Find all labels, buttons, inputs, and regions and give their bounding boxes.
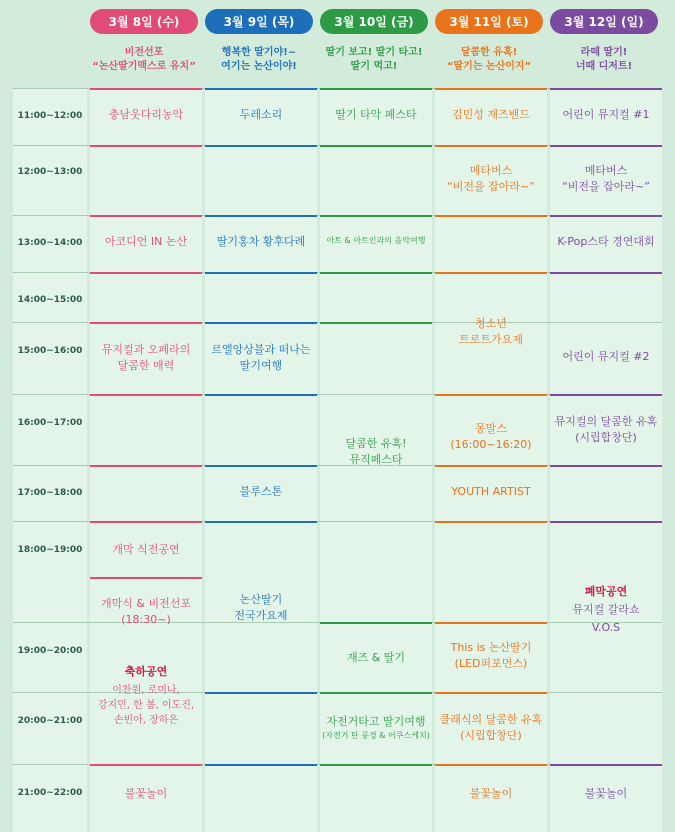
event-title: 딸기여행 — [239, 359, 283, 372]
divider — [435, 521, 547, 523]
event-cell — [435, 484, 547, 500]
event-title: 메타버스 — [584, 164, 628, 177]
event-cell — [205, 234, 317, 250]
divider — [435, 145, 547, 147]
day-theme-sun — [548, 40, 660, 80]
divider — [435, 88, 547, 90]
divider — [435, 692, 547, 694]
divider — [205, 692, 317, 694]
event-subtitle: (18:30~) — [121, 613, 171, 626]
event-subtitle: (LED퍼포먼스) — [454, 657, 528, 670]
theme-line: 달콤한 유혹! — [460, 47, 518, 58]
event-cell — [435, 316, 547, 348]
event-cell — [550, 163, 662, 195]
day-theme-fri — [203, 40, 315, 80]
event-cell — [90, 596, 202, 628]
divider — [550, 272, 662, 274]
time-slot-label: 11:00~12:00 — [17, 111, 83, 121]
day-label: 3월 12일 (일) — [564, 15, 644, 29]
theme-line: 딸기 먹고! — [350, 61, 398, 72]
event-subtitle: (시립합창단) — [460, 729, 522, 742]
event-title: 충남웃다리농악 — [108, 108, 184, 121]
event-cell — [90, 342, 202, 374]
divider — [550, 521, 662, 523]
divider — [435, 622, 547, 624]
divider — [90, 764, 202, 766]
divider — [550, 465, 662, 467]
day-theme-sun-day — [433, 40, 545, 80]
event-cell — [550, 786, 662, 802]
performer-list: 이찬원, 로미나, — [112, 685, 180, 696]
divider — [90, 465, 202, 467]
event-title: YOUTH ARTIST — [451, 485, 531, 498]
divider — [550, 394, 662, 396]
time-slot-label: 12:00~13:00 — [17, 167, 83, 177]
day-theme-sat — [318, 40, 430, 80]
day-column-fri — [205, 88, 317, 832]
time-slot-label: 19:00~20:00 — [17, 646, 83, 656]
performer-list: 손빈아, 장하은 — [113, 715, 179, 726]
divider — [205, 465, 317, 467]
event-cell — [90, 234, 202, 250]
event-title: 트로트가요제 — [459, 333, 523, 346]
theme-line: “논산딸기맥스로 유치” — [92, 61, 196, 72]
event-title: 재즈 & 딸기 — [346, 651, 406, 664]
event-cell — [435, 786, 547, 802]
divider — [90, 88, 202, 90]
divider — [90, 521, 202, 523]
divider — [90, 577, 202, 579]
day-label: 3월 8일 (수) — [108, 15, 180, 29]
divider — [205, 521, 317, 523]
event-cell — [320, 650, 432, 666]
event-title: 아코디언 IN 논산 — [104, 235, 188, 248]
time-slot-label: 21:00~22:00 — [17, 788, 83, 798]
theme-line: 행복한 딸기야!~ — [221, 47, 297, 58]
event-title: 뮤지컬 갈라쇼 — [572, 603, 640, 616]
event-title: V.O.S — [591, 621, 621, 634]
event-title: 몽말스(16:00~16:20) — [450, 422, 532, 451]
event-cell — [550, 349, 662, 365]
event-title: 개막식 & 비전선포 — [101, 597, 191, 610]
event-cell — [320, 436, 432, 468]
day-label: 3월 10일 (금) — [334, 15, 414, 29]
divider — [320, 622, 432, 624]
day-column-sun — [550, 88, 662, 832]
divider — [435, 465, 547, 467]
event-cell — [550, 584, 662, 636]
event-cell — [90, 786, 202, 802]
event-cell — [90, 107, 202, 123]
divider — [90, 145, 202, 147]
event-subtitle: “비전을 잡아라~” — [447, 180, 535, 193]
divider — [435, 764, 547, 766]
day-label: 3월 9일 (목) — [223, 15, 295, 29]
day-header-sun — [550, 9, 658, 34]
event-title: 뮤지컬의 달콤한 유혹 — [554, 415, 658, 428]
event-cell — [435, 163, 547, 195]
divider — [205, 215, 317, 217]
divider — [320, 88, 432, 90]
event-heading: 축하공연 — [124, 665, 168, 678]
divider — [90, 215, 202, 217]
event-title: 블루스톤 — [239, 485, 283, 498]
event-heading: 폐막공연 — [584, 585, 628, 598]
theme-line: “딸기는 논산이지” — [446, 61, 532, 72]
event-cell — [435, 640, 547, 672]
event-cell — [435, 421, 547, 453]
time-slot-label: 20:00~21:00 — [17, 716, 83, 726]
day-header-sat — [320, 9, 428, 34]
divider — [320, 215, 432, 217]
divider — [550, 764, 662, 766]
event-title: 아트 & 아트인과의 음악여행 — [326, 236, 426, 245]
event-title: 자전거타고 딸기여행 — [326, 715, 426, 728]
event-title: 뮤직페스타 — [349, 453, 403, 466]
time-slot-label: 15:00~16:00 — [17, 346, 83, 356]
day-theme-thu — [88, 40, 200, 80]
divider — [320, 322, 432, 324]
time-slot-label: 13:00~14:00 — [17, 238, 83, 248]
divider — [205, 764, 317, 766]
time-slot-label: 17:00~18:00 — [17, 488, 83, 498]
theme-line: 너때 디저트! — [575, 61, 633, 72]
event-cell — [205, 484, 317, 500]
event-cell — [320, 107, 432, 123]
performer-list: 강지민, 한 봄, 이도진, — [97, 700, 195, 711]
divider — [435, 215, 547, 217]
event-title: 딸기홍차 황후다례 — [216, 235, 306, 248]
event-subtitle: (시립합창단) — [575, 431, 637, 444]
theme-line: 라떼 딸기! — [580, 47, 628, 58]
event-title: 개막 식전공연 — [112, 543, 180, 556]
divider — [90, 272, 202, 274]
event-title: 불꽃놀이 — [124, 787, 168, 800]
event-cell — [205, 107, 317, 123]
theme-line: 여기는 논산이야! — [221, 61, 297, 72]
event-title: 전국가요제 — [234, 609, 288, 622]
divider — [205, 145, 317, 147]
event-subtitle: (자전거 탄 풍경 & 어쿠스케치) — [322, 731, 430, 740]
event-title: 달콤한 유혹! — [345, 437, 407, 450]
event-title: 청소년 — [475, 317, 507, 330]
event-title: 클래식의 달콤한 유혹 — [439, 713, 543, 726]
event-cell — [205, 592, 317, 624]
event-title: 메타버스 — [469, 164, 513, 177]
time-slot-label: 18:00~19:00 — [17, 545, 83, 555]
event-cell — [550, 414, 662, 446]
day-header-sun-day — [435, 9, 543, 34]
event-title: 뮤지컬과 오페라의 — [101, 343, 191, 356]
event-title: K-Pop스타 경연대회 — [557, 235, 655, 248]
divider — [435, 272, 547, 274]
divider — [205, 322, 317, 324]
event-title: 논산딸기 — [239, 593, 283, 606]
event-title: 어린이 뮤지컬 #2 — [562, 350, 650, 363]
divider — [320, 272, 432, 274]
event-title: 불꽃놀이 — [469, 787, 513, 800]
event-cell — [435, 107, 547, 123]
day-header-fri — [205, 9, 313, 34]
divider — [435, 394, 547, 396]
event-title: 르엘앙상블과 떠나는 — [211, 343, 311, 356]
divider — [320, 145, 432, 147]
event-cell — [435, 712, 547, 744]
event-cell — [550, 107, 662, 123]
divider — [550, 215, 662, 217]
event-cell — [90, 664, 202, 728]
divider — [205, 272, 317, 274]
divider — [320, 692, 432, 694]
time-slot-label: 16:00~17:00 — [17, 418, 83, 428]
event-cell — [205, 342, 317, 374]
event-title: 두레소리 — [239, 108, 283, 121]
divider — [550, 88, 662, 90]
divider — [90, 322, 202, 324]
time-slot-label: 14:00~15:00 — [17, 295, 83, 305]
event-cell — [90, 542, 202, 558]
divider — [90, 394, 202, 396]
event-cell — [320, 235, 432, 247]
divider — [320, 764, 432, 766]
event-cell — [320, 714, 432, 742]
event-title: 달콤한 매력 — [117, 359, 175, 372]
event-cell — [550, 234, 662, 250]
event-title: 김민성 재즈밴드 — [452, 108, 530, 121]
event-title: 불꽃놀이 — [584, 787, 628, 800]
divider — [205, 88, 317, 90]
event-title: This is 논산딸기 — [450, 641, 532, 654]
divider — [205, 394, 317, 396]
event-subtitle: “비전을 잡아라~” — [562, 180, 650, 193]
day-label: 3월 11일 (토) — [449, 15, 529, 29]
divider — [550, 145, 662, 147]
event-title: 어린이 뮤지컬 #1 — [562, 108, 650, 121]
day-header-thu — [90, 9, 198, 34]
theme-line: 딸기 보고! 딸기 타고! — [325, 47, 423, 58]
theme-line: 비전선포 — [124, 47, 164, 58]
event-title: 딸기 타악 페스타 — [335, 108, 417, 121]
